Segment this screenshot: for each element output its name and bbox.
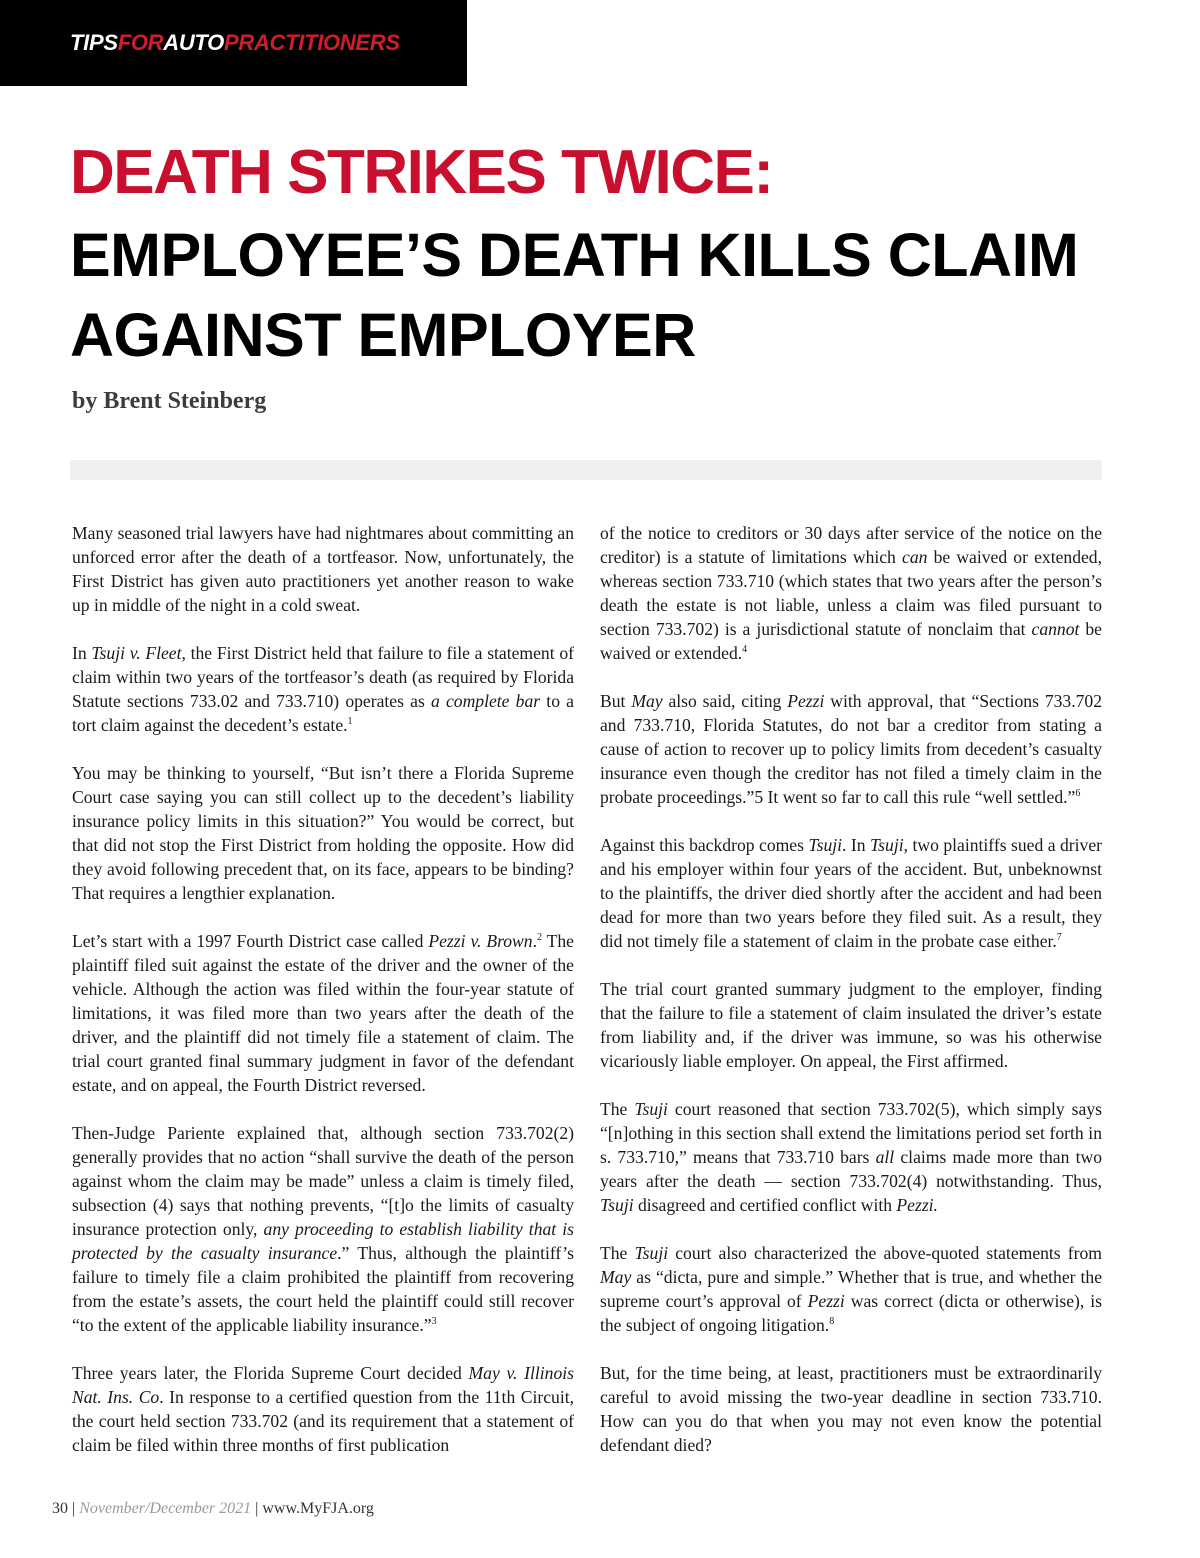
header-word: FOR [117, 30, 164, 55]
text-run: , the First District held that failure to file a statement of claim within two years of the tortfeasor’s death (as required by Florida Statute sections 733.02 and 733.710) operates as [72, 643, 574, 711]
issue-date: November/December 2021 [79, 1500, 252, 1517]
italic-text: Pezzi v. Brown [428, 931, 533, 951]
text-run: But, for the time being, at least, practitioners must be extraordinarily careful to avoid missing the two-year deadline in section 733.710. How can you do that when you may not even know the potential defendant died? [600, 1363, 1102, 1455]
italic-text: Tsuji [634, 1243, 669, 1263]
italic-text: Tsuji [634, 1099, 668, 1119]
header-word: AUTO [163, 30, 224, 55]
italic-text: Pezzi. [896, 1195, 938, 1215]
article-paragraph [600, 833, 1102, 953]
text-run: The trial court granted summary judgment to the employer, finding that the failure to file a statement of claim insulated the driver’s estate from liability and, if the driver was immune, so was his otherwise vicariously liable employer. On appeal, the First affirmed. [600, 979, 1102, 1071]
website-link[interactable]: www.MyFJA.org [262, 1500, 374, 1517]
text-run: claims made more than two years after the death — section 733.702(4) notwithstanding. Thus, [600, 1147, 1102, 1191]
article-paragraph [72, 1361, 574, 1457]
italic-text: Pezzi [787, 691, 825, 711]
text-run: But [600, 691, 632, 711]
text-run: You may be thinking to yourself, “But isn’t there a Florida Supreme Court case saying you can still collect up to the decedent’s liability insurance policy limits in this situation?” You would be correct, but that did not stop the First District from holding the opposite. How did they avoid following precedent that, on its face, appears to be binding? That requires a lengthier explanation. [72, 763, 574, 903]
italic-text: Tsuji [808, 835, 843, 855]
article-paragraph [600, 1361, 1102, 1457]
text-run: court reasoned that section 733.702(5), which simply says “[n]othing in this section shall extend the limitations period set forth in s. 733.710,” means that 733.710 bars [600, 1099, 1102, 1167]
headline-line-1: DEATH STRIKES TWICE: [70, 138, 773, 207]
text-run: to a tort claim against the decedent’s estate. [72, 691, 574, 735]
article-paragraph [72, 1121, 574, 1337]
italic-text: can [902, 547, 928, 567]
text-run: also said, citing [662, 691, 788, 711]
article-paragraph [600, 1241, 1102, 1337]
article-paragraph [72, 521, 574, 617]
italic-text: a complete bar [430, 691, 541, 711]
footer-separator: | [251, 1500, 263, 1517]
header-word: PRACTITIONERS [223, 30, 400, 55]
text-run: court also characterized the above-quoted statements from [668, 1243, 1102, 1263]
article-column-right [600, 521, 1102, 1481]
footnote-ref: 3 [431, 1316, 437, 1328]
text-run: as “dicta, pure and simple.” Whether that is true, and whether the supreme court’s approval of [600, 1267, 1102, 1311]
text-run: Let’s start with a 1997 Fourth District case called [72, 931, 429, 951]
author-byline: by Brent Steinberg [72, 388, 267, 414]
italic-text: May [600, 1267, 632, 1287]
footnote-ref: 4 [742, 644, 748, 656]
italic-text: Tsuji v. Fleet [91, 643, 182, 663]
text-run: of the notice to creditors or 30 days after service of the notice on the creditor) is a statute of limitations which [600, 523, 1102, 567]
article-paragraph [600, 1097, 1102, 1217]
footer-separator: | [68, 1500, 80, 1517]
article-paragraph [72, 641, 574, 737]
article-paragraph [600, 521, 1102, 665]
text-run: In [72, 643, 92, 663]
headline-line-2: EMPLOYEE’S DEATH KILLS CLAIM AGAINST EMPLOYER [70, 221, 1079, 369]
footnote-ref: 6 [1075, 788, 1081, 800]
italic-text: any proceeding to establish liability that is protected by the casualty insurance [72, 1219, 574, 1263]
text-run: The plaintiff filed suit against the estate of the driver and the owner of the vehicle. Although the action was filed within the four-year statute of limitations, it was filed more than two years after the death of the driver, and the plaintiff did not timely file a statement of claim. The trial court granted final summary judgment in favor of the defendant estate, and on appeal, the Fourth District reversed. [72, 931, 574, 1095]
text-run: Many seasoned trial lawyers have had nightmares about committing an unforced error after the death of a tortfeasor. Now, unfortunately, the First District has given auto practitioners yet another reason to wake up in middle of the night in a cold sweat. [72, 523, 574, 615]
article-paragraph [72, 929, 574, 1097]
footnote-ref: 2 [537, 932, 542, 944]
text-run: be waived or extended, whereas section 733.710 (which states that two years after the person’s death the estate is not liable, unless a claim was filed pursuant to section 733.702) is a jurisdictional statute of nonclaim that [600, 547, 1102, 639]
text-run: was correct (dicta or otherwise), is the subject of ongoing litigation. [600, 1291, 1102, 1335]
divider-band [70, 460, 1102, 480]
footnote-ref: 1 [347, 716, 353, 728]
article-paragraph [600, 689, 1102, 809]
italic-text: all [875, 1147, 895, 1167]
italic-text: cannot [1031, 619, 1080, 639]
header-word: TIPS [70, 30, 118, 55]
text-run: The [600, 1243, 635, 1263]
text-run: two plaintiffs sued a driver and his employer within four years of the accident. But, unbeknownst to the plaintiffs, the driver died shortly after the accident and had been dead for more than two years before they filed suit. As a result, they did not timely file a statement of claim in the probate case either. [600, 835, 1103, 951]
text-run: with approval, that “Sections 733.702 and 733.710, Florida Statutes, do not bar a creditor from stating a cause of action to recover up to policy limits from decedent’s casualty insurance even though the creditor has not filed a timely claim in the probate proceedings.”5 It went so far to call this rule “well settled.” [600, 691, 1103, 807]
article-paragraph [72, 761, 574, 905]
text-run: Then-Judge Pariente explained that, although section 733.702(2) generally provides that no action “shall survive the death of the person against whom the claim may be made” unless a claim is timely filed, subsection (4) says that nothing prevents, “[t]o the limits of casualty insurance protection only, [72, 1123, 574, 1239]
article-column-left [72, 521, 574, 1481]
page-number: 30 [52, 1500, 68, 1517]
text-run: . In [842, 835, 871, 855]
italic-text: Tsuji [600, 1195, 634, 1215]
text-run: . [532, 931, 537, 951]
text-run: disagreed and certified conflict with [633, 1195, 897, 1215]
footnote-ref: 7 [1056, 932, 1062, 944]
footnote-ref: 8 [829, 1316, 835, 1328]
section-header-bar [0, 0, 467, 86]
text-run: . In response to a certified question from the 11th Circuit, the court held section 733.702 (and its requirement that a statement of claim be filed within three months of first publication [72, 1387, 574, 1455]
text-run: be waived or extended. [600, 619, 1102, 663]
text-run: Three years later, the Florida Supreme Court decided [72, 1363, 469, 1383]
text-run: .” Thus, although the plaintiff’s failure to timely file a claim prohibited the plaintiff from recovering from the estate’s assets, the court held the plaintiff could still recover “to the extent of the applicable liability insurance.” [72, 1243, 574, 1335]
text-run: The [600, 1099, 635, 1119]
section-header-label [70, 30, 400, 56]
italic-text: May [631, 691, 663, 711]
italic-text: Pezzi [807, 1291, 845, 1311]
text-run: Against this backdrop comes [600, 835, 809, 855]
italic-text: Tsuji, [870, 835, 909, 855]
page-footer [52, 1500, 374, 1518]
article-paragraph [600, 977, 1102, 1073]
italic-text: May v. Illinois Nat. Ins. Co [72, 1363, 574, 1407]
